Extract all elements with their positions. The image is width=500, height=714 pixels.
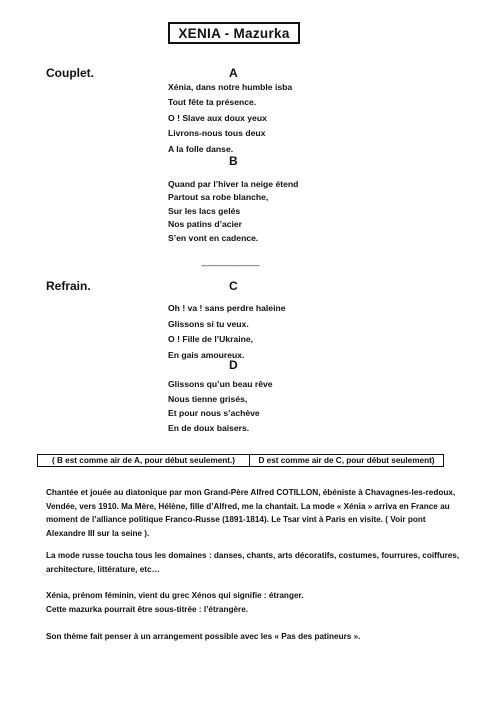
stanza-line: Oh ! va ! sans perdre haleine <box>168 303 286 313</box>
stanza-line: O ! Slave aux doux yeux <box>168 112 267 123</box>
page-title: XENIA - Mazurka <box>168 22 300 44</box>
stanza-letter-d: D <box>229 358 238 372</box>
stanza-line: Xénia, dans notre humble isba <box>168 82 293 92</box>
stanza-line: S’en vont en cadence. <box>168 232 259 243</box>
couplet-label: Couplet. <box>46 66 94 80</box>
stanza-line: Livrons-nous tous deux <box>168 128 266 139</box>
stanza-line: Et pour nous s’achève <box>168 408 260 419</box>
paragraph-theme: Son thème fait penser à un arrangement possible avec les « Pas des patineurs ». <box>46 632 361 641</box>
paragraph-russian-fashion: La mode russe toucha tous les domaines : danses, chants, arts décoratifs, costumes, fourrures, coiffures, architecture, littérature, etc… <box>46 551 460 574</box>
stanza-line: Sur les lacs gelés <box>168 205 241 216</box>
stanza-line: Glissons si tu veux. <box>168 318 249 329</box>
stanza-c <box>168 301 286 363</box>
stanza-line: Nos patins d’acier <box>168 219 243 230</box>
paragraph-name-origin: Xénia, prénom féminin, vient du grec Xénos qui signifie : étranger. <box>46 591 304 600</box>
stanza-line: En gais amoureux. <box>168 349 245 360</box>
stanza-line: Glissons qu’un beau rêve <box>168 379 273 389</box>
stanza-d <box>168 377 273 435</box>
stanza-line: A la folle danse. <box>168 143 234 154</box>
note-b-like-a: ( B est comme air de A, pour début seulement.) <box>37 454 250 467</box>
stanza-line: Partout sa robe blanche, <box>168 192 269 203</box>
stanza-letter-a: A <box>229 66 238 80</box>
refrain-label: Refrain. <box>46 279 91 293</box>
stanza-a <box>168 80 292 157</box>
paragraph-history: Chantée et jouée au diatonique par mon Grand-Père Alfred COTILLON, ébéniste à Chavagnes-les-redoux, Vendée, vers 1910. Ma Mère, Hélène, fille d’Alfred, me la chantait. La mode « Xénia » arriva en France au moment de l’alliance politique Franco-Russe (1891-1814). Le Tsar vint à Paris en visite. ( Voir pont Alexandre III sur la seine ). <box>46 488 456 539</box>
stanza-line: Tout fête ta présence. <box>168 97 257 108</box>
stanza-line: Quand par l’hiver la neige étend <box>168 179 299 189</box>
stanza-line: O ! Fille de l’Ukraine, <box>168 334 254 344</box>
note-d-like-c: D est comme air de C, pour début seulement) <box>249 454 444 467</box>
separator-line: --------------------------- <box>201 261 260 270</box>
stanza-letter-c: C <box>229 279 238 293</box>
stanza-letter-b: B <box>229 154 238 168</box>
paragraph-subtitle: Cette mazurka pourrait être sous-titrée : l’étrangère. <box>46 605 249 614</box>
stanza-line: Nous tienne grisés, <box>168 393 248 404</box>
stanza-b <box>168 178 298 245</box>
stanza-line: En de doux baisers. <box>168 422 250 433</box>
